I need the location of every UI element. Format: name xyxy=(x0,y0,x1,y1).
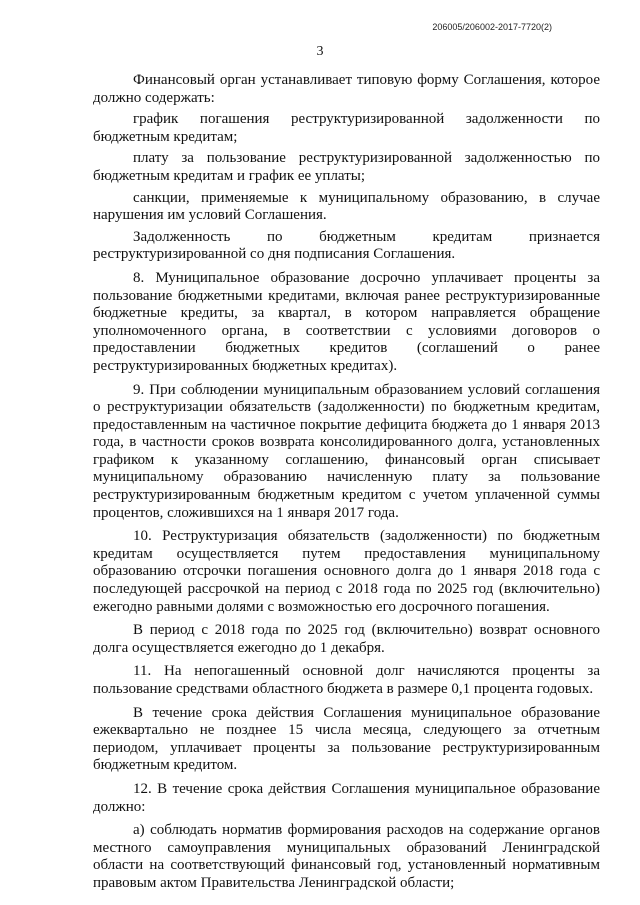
page-number: 3 xyxy=(316,44,324,59)
document-body xyxy=(93,72,600,899)
paragraph: 11. На непогашенный основной долг начисляются проценты за пользование средствами областного бюджета в размере 0,1 процента годовых. xyxy=(93,663,600,697)
paragraph: Задолженность по бюджетным кредитам признается реструктуризированной со дня подписания Соглашения. xyxy=(93,228,600,263)
paragraph: 9. При соблюдении муниципальным образованием условий соглашения о реструктуризации обязательств (задолженности) по бюджетным кредитам, предоставленным на частичное покрытие дефицита бюджета до 1 января 2013 года, в частности сроков возврата консолидированного долга, установленных графиком к указанному соглашению, финансовый орган списывает муниципальному образованию начисленную плату за пользование реструктуризированным бюджетным кредитом с учетом уплаченной суммы процентов, сложившихся на 1 января 2017 года. xyxy=(93,381,600,521)
paragraph: 8. Муниципальное образование досрочно уплачивает проценты за пользование бюджетными кредитами, включая ранее реструктуризированные бюджетные кредиты, за квартал, в котором направляется обращение уполномоченного органа, в соответствии с условиями договоров о предоставлении бюджетных кредитов (соглашений о ранее реструктуризированных бюджетных кредитах). xyxy=(93,269,600,374)
paragraph: 12. В течение срока действия Соглашения муниципальное образование должно: xyxy=(93,780,600,815)
paragraph: а) соблюдать норматив формирования расходов на содержание органов местного самоуправления муниципальных образований Ленинградской области на соответствующий финансовый год, установленный нормативным правовым актом Правительства Ленинградской области; xyxy=(93,822,600,891)
paragraph: плату за пользование реструктуризированной задолженностью по бюджетным кредитам и график ее уплаты; xyxy=(93,150,600,184)
paragraph: 10. Реструктуризация обязательств (задолженности) по бюджетным кредитам осуществляется путем предоставления муниципальному образованию отсрочки погашения основного долга до 1 января 2018 года с последующей рассрочкой на период с 2018 года по 2025 год (включительно) ежегодно равными долями с возможностью его досрочного погашения. xyxy=(93,528,600,615)
document-number: 206005/206002-2017-7720(2) xyxy=(432,22,552,32)
paragraph: график погашения реструктуризированной задолженности по бюджетным кредитам; xyxy=(93,111,600,145)
paragraph: В период с 2018 года по 2025 год (включительно) возврат основного долга осуществляется ежегодно до 1 декабря. xyxy=(93,622,600,656)
paragraph: санкции, применяемые к муниципальному образованию, в случае нарушения им условий Соглашения. xyxy=(93,189,600,224)
paragraph: В течение срока действия Соглашения муниципальное образование ежеквартально не позднее 15 числа месяца, следующего за отчетным периодом, уплачивает проценты за пользование реструктуризированным бюджетным кредитом. xyxy=(93,704,600,774)
paragraph: Финансовый орган устанавливает типовую форму Соглашения, которое должно содержать: xyxy=(93,72,600,106)
